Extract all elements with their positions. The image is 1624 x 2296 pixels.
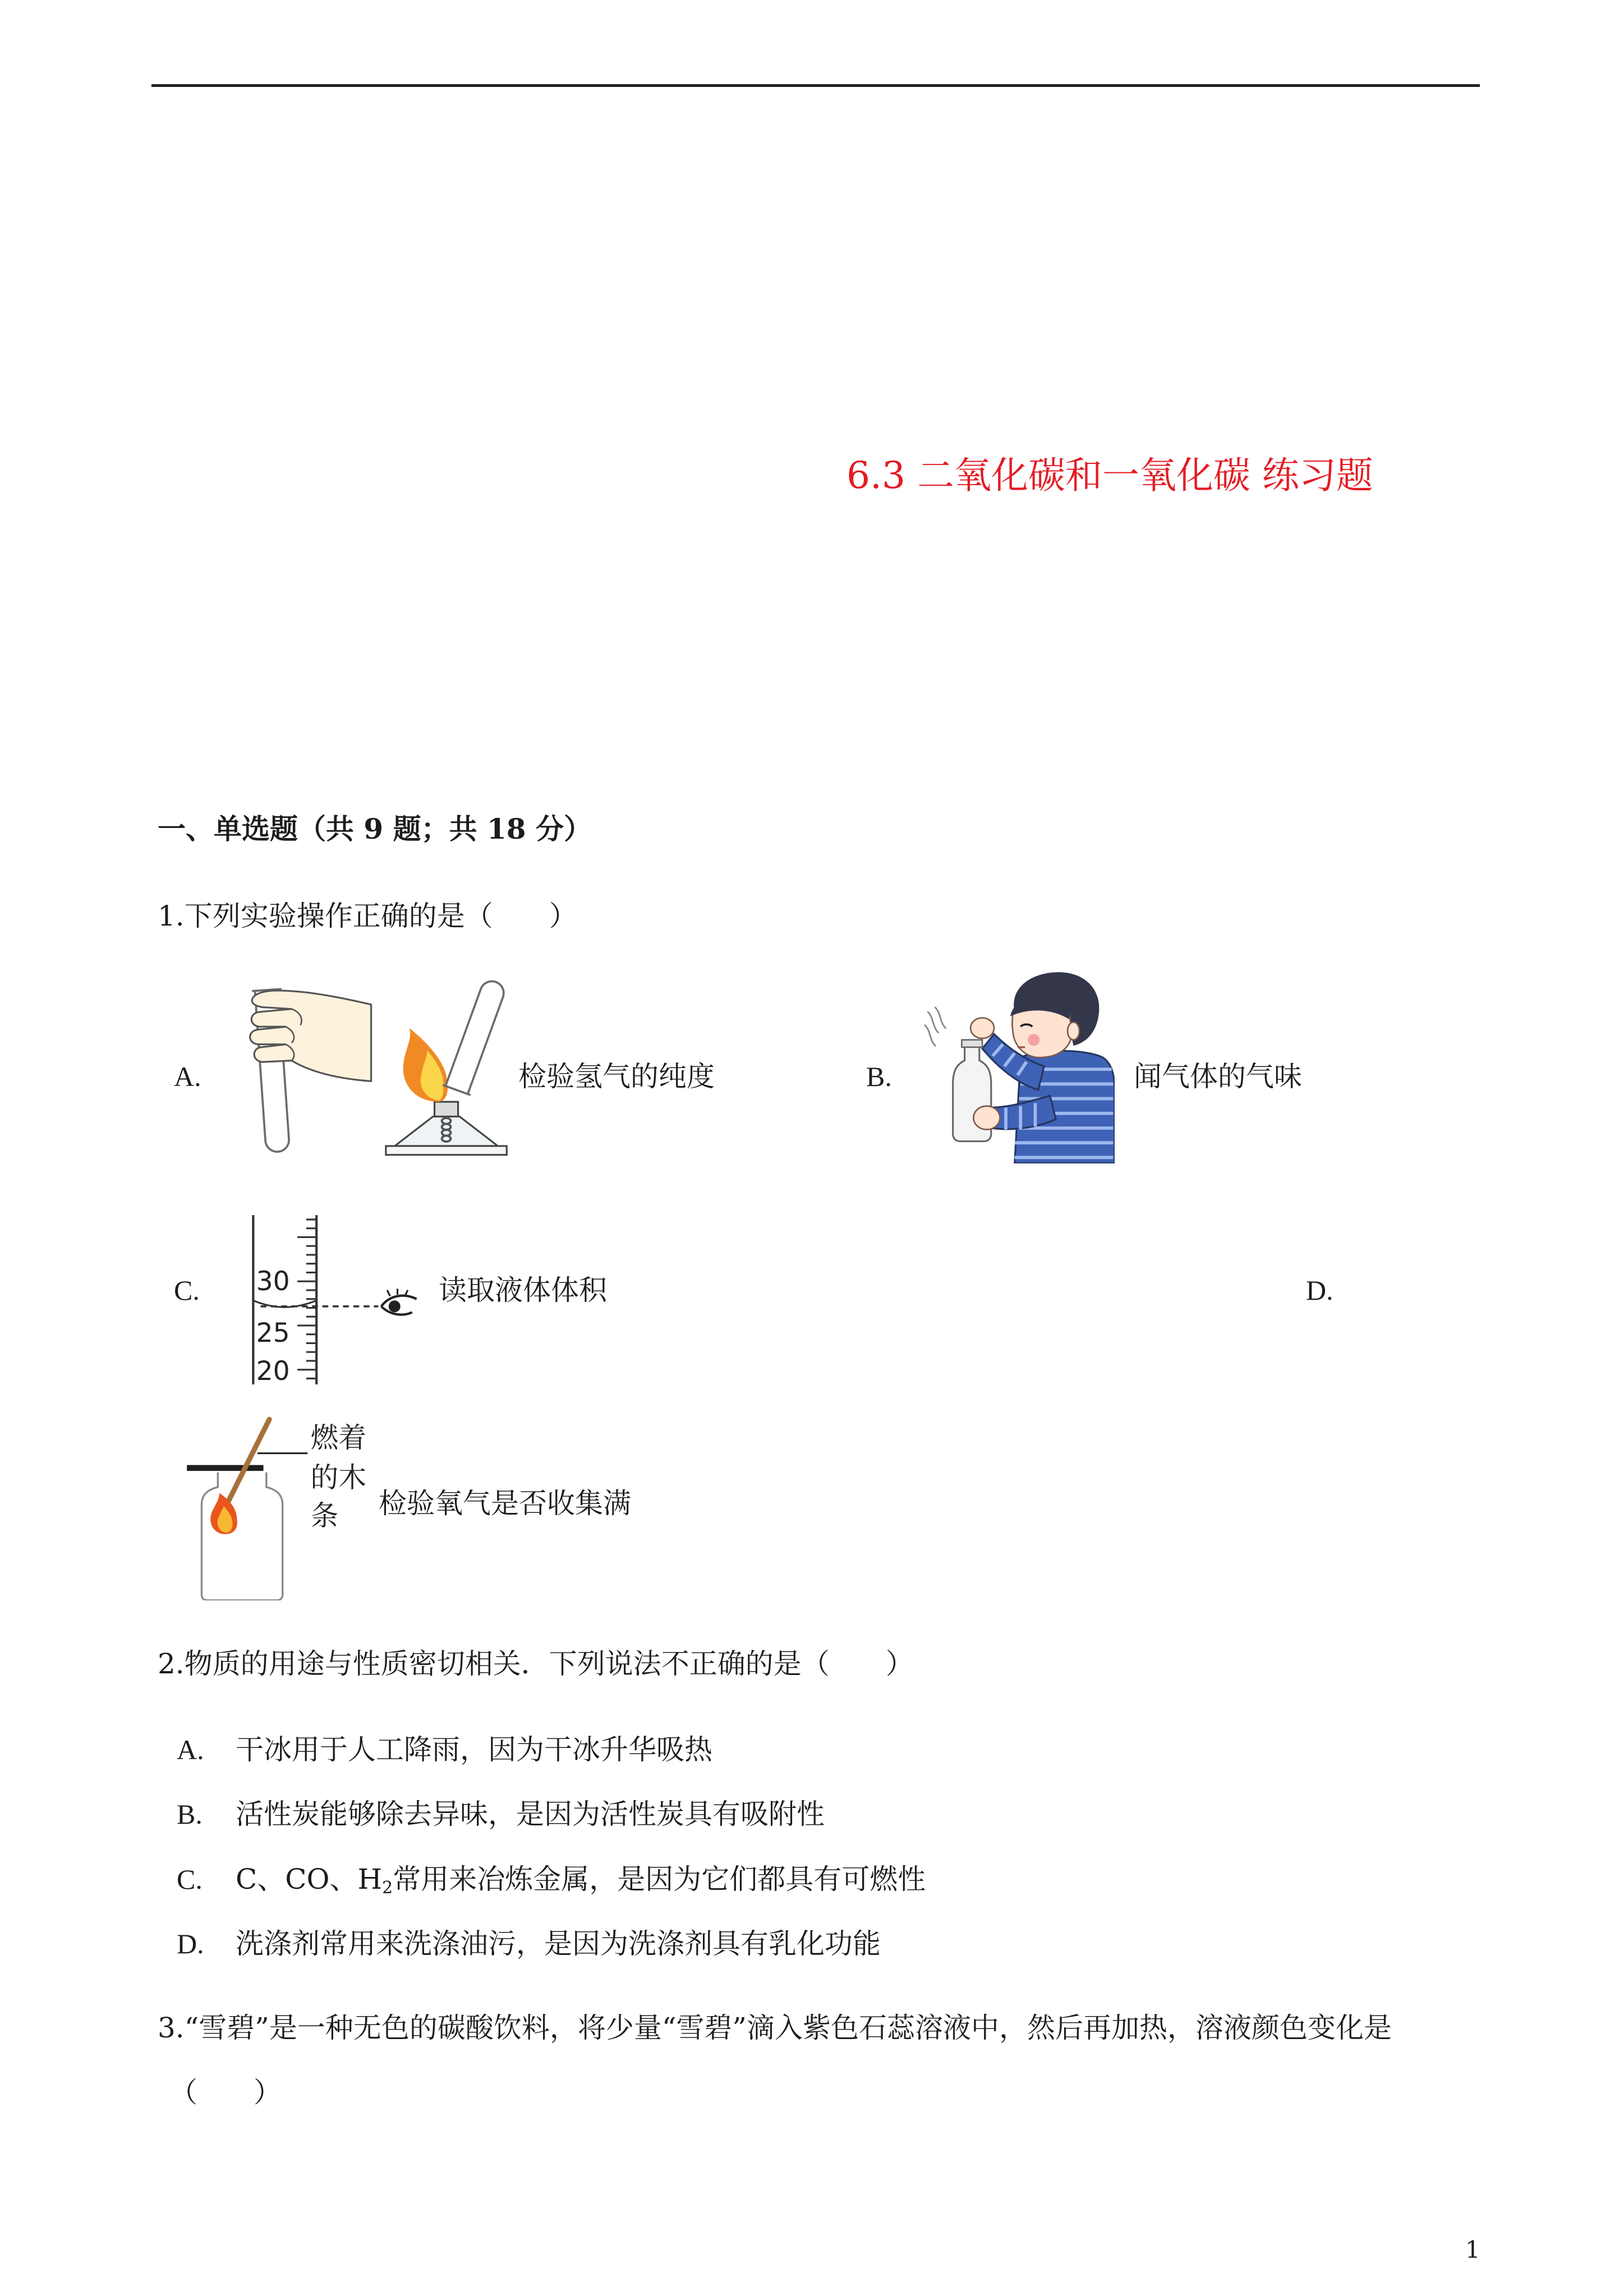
hydrogen-purity-test-illustration	[236, 972, 516, 1158]
q1-option-c-figure	[243, 1215, 427, 1384]
question-3-stem: 3.“雪碧”是一种无色的碳酸饮料，将少量“雪碧”滴入紫色石蕊溶液中，然后再加热，溶液颜色变化是	[158, 2012, 1392, 2044]
q1-option-b-figure	[921, 972, 1115, 1163]
bottle-mouth	[961, 1040, 982, 1047]
scale-label-25: 25	[256, 1317, 290, 1349]
q1-option-a-text: 检验氢气的纯度	[518, 1060, 715, 1093]
question-3-answer-blank: （ ）	[169, 2076, 282, 2109]
smelling-gas-illustration	[921, 972, 1115, 1163]
q1-option-d-figure	[184, 1416, 371, 1600]
q2-option-c-subscript: 2	[382, 1878, 393, 1898]
scale-label-30: 30	[256, 1266, 290, 1297]
q1-option-a-label: A.	[174, 1061, 201, 1092]
q2-option-b-label: B.	[177, 1798, 203, 1830]
q1-option-d-text: 检验氧气是否收集满	[379, 1487, 631, 1520]
test-tube-right	[443, 977, 509, 1095]
q2-option-c-text-after: 常用来冶炼金属，是因为它们都具有可燃性	[393, 1863, 926, 1895]
q1-option-b-label: B.	[866, 1061, 892, 1092]
page-number: 1	[1465, 2236, 1480, 2263]
upper-hand	[970, 1018, 994, 1038]
cheek	[1028, 1034, 1039, 1046]
scale-label-20: 20	[256, 1356, 290, 1384]
lamp-flame	[403, 1028, 448, 1102]
q2-option-a-text: 干冰用于人工降雨，因为干冰升华吸热	[236, 1733, 712, 1766]
q1-option-b-text: 闻气体的气味	[1134, 1060, 1302, 1093]
q2-option-b-text: 活性炭能够除去异味，是因为活性炭具有吸附性	[236, 1798, 825, 1830]
q2-option-a-label: A.	[177, 1734, 204, 1765]
waft-lines	[925, 1007, 946, 1046]
q1-option-a-figure	[236, 972, 516, 1158]
gas-bottle	[201, 1473, 282, 1600]
splint-label-line-2: 的木	[310, 1461, 367, 1494]
q2-option-d-text: 洗涤剂常用来洗涤油污，是因为洗涤剂具有乳化功能	[236, 1927, 881, 1960]
q2-option-c-text	[236, 1865, 926, 1898]
question-1-stem: 1.下列实验操作正确的是（ ）	[158, 900, 577, 932]
scale-ticks	[297, 1220, 316, 1378]
lower-hand	[973, 1106, 1000, 1130]
section-heading: 一、单选题（共 9 题；共 18 分）	[158, 812, 592, 845]
q2-option-d-label: D.	[177, 1928, 204, 1959]
q1-option-c-text: 读取液体体积	[439, 1274, 607, 1306]
header-rule	[151, 84, 1480, 87]
document-title: 6.3 二氧化碳和一氧化碳 练习题	[846, 454, 1373, 497]
q2-option-c-text-before: C、CO、H	[236, 1863, 383, 1895]
graduated-cylinder-illustration	[243, 1215, 427, 1384]
q1-option-c-label: C.	[174, 1274, 200, 1306]
burning-splint-illustration	[184, 1416, 371, 1600]
splint-label-line-1: 燃着	[310, 1421, 367, 1455]
eye-icon	[381, 1289, 417, 1314]
question-2-stem: 2.物质的用途与性质密切相关．下列说法不正确的是（ ）	[158, 1648, 914, 1680]
glass-plate	[187, 1465, 263, 1471]
splint-label-line-3: 条	[310, 1499, 339, 1533]
ear	[1068, 1022, 1079, 1039]
q1-option-d-label: D.	[1306, 1274, 1333, 1306]
alcohol-lamp	[386, 1102, 507, 1155]
q2-option-c-label: C.	[177, 1864, 203, 1895]
